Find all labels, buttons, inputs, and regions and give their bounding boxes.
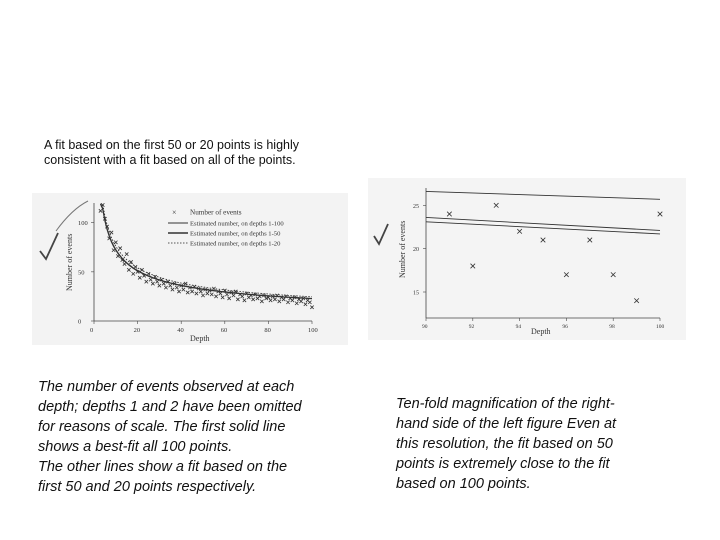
data-point <box>564 272 569 277</box>
data-point <box>304 303 307 306</box>
left-fit-lines <box>101 204 313 299</box>
x-tick-label: 100 <box>308 327 318 334</box>
header-line: consistent with a fit based on all of the points. <box>44 153 296 167</box>
data-point <box>471 264 476 269</box>
right-axes <box>413 188 665 330</box>
data-point <box>182 288 185 291</box>
data-point <box>201 294 204 297</box>
legend-marker-points: × <box>172 208 177 217</box>
data-point <box>169 284 172 287</box>
data-point <box>210 293 213 296</box>
x-tick-label: 0 <box>90 327 94 334</box>
data-point <box>177 290 180 293</box>
y-tick-label: 20 <box>413 247 419 254</box>
header-text <box>44 138 374 168</box>
caption-line: shows a best-fit all 100 points. <box>38 439 233 455</box>
y-tick-label: 15 <box>413 290 419 297</box>
data-point <box>158 284 161 287</box>
data-point <box>149 278 152 281</box>
data-point <box>251 298 254 301</box>
caption-line: Ten-fold magnification of the right- <box>396 396 615 412</box>
data-point <box>291 299 294 302</box>
fit-line-fit20 <box>426 191 660 199</box>
caption-line: based on 100 points. <box>396 476 531 492</box>
data-point <box>308 301 311 304</box>
x-tick-label: 100 <box>656 324 665 330</box>
caption-line: The other lines show a fit based on the <box>38 459 288 475</box>
data-point <box>282 298 285 301</box>
data-point <box>206 292 209 295</box>
data-point <box>295 302 298 305</box>
data-point <box>243 299 246 302</box>
x-tick-label: 90 <box>422 324 428 330</box>
data-point <box>156 280 159 283</box>
checkmark-icon <box>40 233 58 259</box>
data-point <box>125 252 128 255</box>
data-point <box>269 299 272 302</box>
right-figure <box>368 178 686 340</box>
data-point <box>225 293 228 296</box>
caption-line: points is extremely close to the fit <box>396 456 610 472</box>
caption-line: this resolution, the fit based on 50 <box>396 436 613 452</box>
data-point <box>171 288 174 291</box>
y-tick-label: 0 <box>78 318 82 326</box>
data-point <box>195 292 198 295</box>
data-point <box>273 298 276 301</box>
legend-entry-fit20: Estimated number, on depths 1-20 <box>190 240 281 248</box>
left-y-axis-label: Number of events <box>65 233 74 291</box>
fit-line-fit20 <box>101 204 313 297</box>
data-point <box>116 254 119 257</box>
data-point <box>145 280 148 283</box>
left-x-axis-label: Depth <box>190 334 210 343</box>
data-point <box>221 296 224 299</box>
x-tick-label: 96 <box>562 324 568 330</box>
right-chart <box>368 178 686 340</box>
data-point <box>588 238 593 243</box>
data-point <box>110 231 113 234</box>
data-point <box>260 300 263 303</box>
header-line: A fit based on the first 50 or 20 points is highly <box>44 138 300 152</box>
y-tick-label: 50 <box>78 269 85 277</box>
fit-line-fit50 <box>101 204 313 299</box>
caption-line: hand side of the left figure Even at <box>396 416 617 432</box>
left-chart <box>32 193 348 345</box>
data-point <box>127 268 130 271</box>
data-point <box>658 212 663 217</box>
right-data-points <box>447 203 662 303</box>
data-point <box>118 247 121 250</box>
caption-line: The number of events observed at each <box>38 379 295 395</box>
data-point <box>164 286 167 289</box>
left-figure <box>32 193 348 345</box>
data-point <box>227 297 230 300</box>
data-point <box>151 282 154 285</box>
legend-entry-fit50: Estimated number, on depths 1-50 <box>190 230 281 238</box>
caption-line: depth; depths 1 and 2 have been omitted <box>38 399 302 415</box>
caption-line: first 50 and 20 points respectively. <box>38 479 257 495</box>
data-point <box>114 241 117 244</box>
right-x-axis-label: Depth <box>531 327 551 336</box>
data-point <box>186 291 189 294</box>
y-tick-label: 25 <box>413 203 419 210</box>
data-point <box>138 276 141 279</box>
data-point <box>99 209 102 212</box>
data-point <box>162 282 165 285</box>
data-point <box>219 292 222 295</box>
data-point <box>541 238 546 243</box>
right-y-axis-label: Number of events <box>398 220 407 278</box>
y-tick-label: 100 <box>78 220 88 228</box>
x-tick-label: 92 <box>468 324 475 330</box>
caption-line: for reasons of scale. The first solid line <box>38 419 286 435</box>
data-point <box>132 272 135 275</box>
data-point <box>175 286 178 289</box>
data-point <box>214 295 217 298</box>
x-tick-label: 60 <box>220 327 228 334</box>
x-tick-label: 40 <box>177 327 184 334</box>
legend-entry-fit100: Estimated number, on depths 1-100 <box>190 220 284 228</box>
data-point <box>494 203 499 208</box>
left-caption <box>38 377 358 497</box>
data-point <box>190 290 193 293</box>
right-caption <box>396 394 666 494</box>
data-point <box>241 295 244 298</box>
data-point <box>123 262 126 265</box>
data-point <box>278 300 281 303</box>
data-point <box>447 212 452 217</box>
data-point <box>299 300 302 303</box>
x-tick-label: 20 <box>133 327 141 334</box>
data-point <box>236 298 239 301</box>
left-legend <box>168 208 284 248</box>
data-point <box>517 229 522 234</box>
data-point <box>611 272 616 277</box>
data-point <box>634 298 639 303</box>
data-point <box>286 301 289 304</box>
data-point <box>310 306 313 309</box>
data-point <box>112 249 115 252</box>
legend-entry-points: Number of events <box>190 208 242 217</box>
left-data-points <box>99 203 314 309</box>
checkmark-icon <box>374 224 388 244</box>
x-tick-label: 94 <box>515 324 522 330</box>
data-point <box>232 294 235 297</box>
x-tick-label: 80 <box>264 327 271 334</box>
fit-line-fit100 <box>101 204 313 298</box>
data-point <box>199 290 202 293</box>
right-fit-lines <box>426 191 660 233</box>
x-tick-label: 98 <box>609 324 615 330</box>
